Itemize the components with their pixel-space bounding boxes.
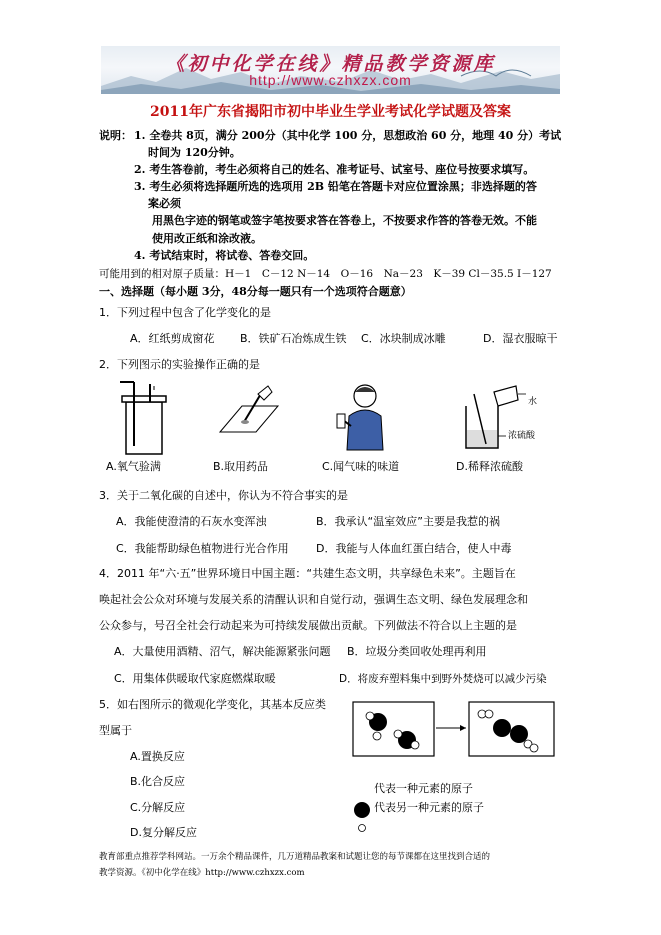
banner-url[interactable]: http://www.czhxzx.com [249, 72, 412, 88]
question-1-stem: 1．下列过程中包含了化学变化的是 [99, 306, 271, 319]
question-4-stem: 公众参与，号召全社会行动起来为可持续发展做出贡献。下列做法不符合以上主题的是 [99, 619, 517, 632]
question-3-option: B．我承认“温室效应”主要是我惹的祸 [316, 515, 500, 528]
question-5-stem: 5．如右图所示的微观化学变化，其基本反应类 [99, 698, 326, 711]
footer-line: 教学资源。《初中化学在线》http://www.czhxzx.com [99, 868, 305, 878]
footer-line: 教育部重点推荐学科网站。一万余个精品课件，几万道精品教案和试题让您的每节课都在这里找到合适的 [99, 852, 491, 862]
question-5-option: B.化合反应 [130, 775, 186, 788]
legend-text: 代表另一种元素的原子 [374, 801, 484, 814]
question-4-option: B．垃圾分类回收处理再利用 [347, 645, 487, 658]
oxygen-collection-bottle-figure [112, 380, 176, 458]
question-5-option: C.分解反应 [130, 801, 186, 814]
instruction-line: 2. 考生答卷前，考生必须将自己的姓名、准考证号、试室号、座位号按要求填写。 [134, 163, 535, 176]
question-5-option: D.复分解反应 [130, 826, 197, 839]
instruction-line: 3. 考生必须将选择题所选的选项用 2B 铅笔在答题卡对应位置涂黑；非选择题的答 [134, 180, 537, 193]
question-2-caption: A.氧气验满 [106, 460, 161, 473]
question-3-option: D．我能与人体血红蛋白结合，使人中毒 [316, 542, 512, 555]
question-1-option: B．铁矿石冶炼成生铁 [240, 332, 347, 345]
question-4-option: D．将废弃塑料集中到野外焚烧可以减少污染 [339, 673, 547, 685]
micro-reaction-diagram [352, 700, 557, 760]
question-2-caption: B.取用药品 [213, 460, 269, 473]
banner-title: 《初中化学在线》精品教学资源库 [165, 53, 496, 75]
instructions-label: 说明： [99, 129, 132, 142]
instruction-line: 4. 考试结束时，将试卷、答卷交回。 [134, 249, 315, 262]
header-banner [101, 46, 560, 94]
question-5-stem: 型属于 [99, 724, 132, 737]
question-2-caption: C.闻气味的味道 [322, 460, 400, 473]
question-4-option: A．大量使用酒精、沼气，解决能源紧张问题 [114, 645, 331, 658]
instruction-line: 时间为 120分钟。 [148, 146, 241, 159]
instruction-line: 1. 全卷共 8页，满分 200分（其中化学 100 分，思想政治 60 分，地理 40 分）考试 [134, 129, 562, 142]
question-2-stem: 2．下列图示的实验操作正确的是 [99, 358, 260, 371]
question-3-stem: 3．关于二氧化碳的自述中，你认为不符合事实的是 [99, 489, 348, 502]
label-water: 水 [528, 397, 538, 407]
smelling-gas-figure [333, 380, 393, 452]
atom-legend-icons [352, 796, 372, 836]
question-1-option: A．红纸剪成窗花 [130, 332, 215, 345]
instruction-line: 用黑色字迹的钢笔或签字笔按要求答在答卷上，不按要求作答的答卷无效。不能 [152, 214, 537, 227]
question-4-stem: 4．2011 年“六·五”世界环境日中国主题：“共建生态文明，共享绿色未来”。主题旨在 [99, 567, 516, 580]
question-3-option: A．我能使澄清的石灰水变浑浊 [116, 515, 267, 528]
atomic-masses: 可能用到的相对原子质量：H－1 C－12 N－14 O－16 Na－23 K－39 Cl－35.5 I－127 [99, 268, 552, 280]
question-4-option: C．用集体供暖取代家庭燃煤取暖 [114, 672, 276, 685]
question-1-option: D．湿衣服晾干 [483, 332, 558, 345]
instruction-line: 使用改正纸和涂改液。 [152, 232, 262, 245]
label-concentrated-acid: 浓硫酸 [508, 431, 536, 441]
taking-medicine-figure [212, 384, 282, 442]
question-2-caption: D.稀释浓硫酸 [456, 460, 523, 473]
question-5-option: A.置换反应 [130, 750, 185, 763]
question-4-stem: 唤起社会公众对环境与发展关系的清醒认识和自觉行动，强调生态文明、绿色发展理念和 [99, 593, 528, 606]
section-header: 一、选择题（每小题 3分，48分每一题只有一个选项符合题意） [99, 285, 412, 298]
question-1-option: C．冰块制成冰雕 [361, 332, 446, 345]
instruction-line: 案必须 [148, 197, 181, 210]
page-title: 2011年广东省揭阳市初中毕业生学业考试化学试题及答案 [150, 104, 511, 120]
legend-text: 代表一种元素的原子 [374, 782, 473, 795]
question-3-option: C．我能帮助绿色植物进行光合作用 [116, 542, 289, 555]
